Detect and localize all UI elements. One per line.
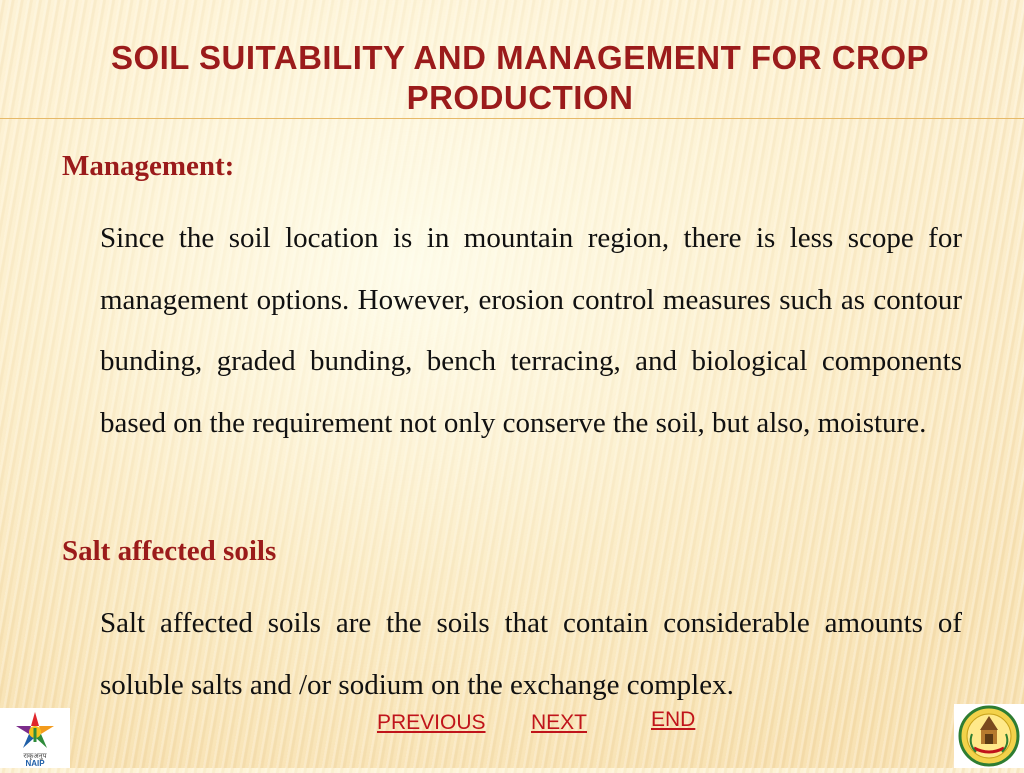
previous-link[interactable]: PREVIOUS — [377, 711, 486, 734]
naip-logo — [0, 708, 70, 768]
section-text-salt-affected-soils: Salt affected soils are the soils that contain considerable amounts of soluble salts and /or sodium on the exchange complex. — [100, 607, 962, 701]
emblem-icon — [954, 704, 1024, 768]
svg-text:राकृअनुप: राकृअनुप — [23, 752, 47, 760]
section-heading-salt-affected-soils: Salt affected soils — [62, 535, 277, 567]
slide-title: SOIL SUITABILITY AND MANAGEMENT FOR CROP PRODUCTION — [110, 39, 930, 116]
section-heading-management: Management: — [62, 150, 235, 182]
end-link[interactable]: END — [651, 708, 696, 731]
svg-text:NAIP: NAIP — [25, 759, 45, 768]
title-divider — [0, 118, 1024, 119]
naip-star-icon — [0, 708, 70, 768]
next-link[interactable]: NEXT — [531, 711, 588, 734]
university-emblem-logo — [954, 704, 1024, 768]
section-text-management: Since the soil location is in mountain region, there is less scope for management options. However, erosion control measures such as contour bunding, graded bunding, bench terracing, and biological components based on the requirement not only conserve the soil, but also, moisture. — [100, 222, 962, 439]
